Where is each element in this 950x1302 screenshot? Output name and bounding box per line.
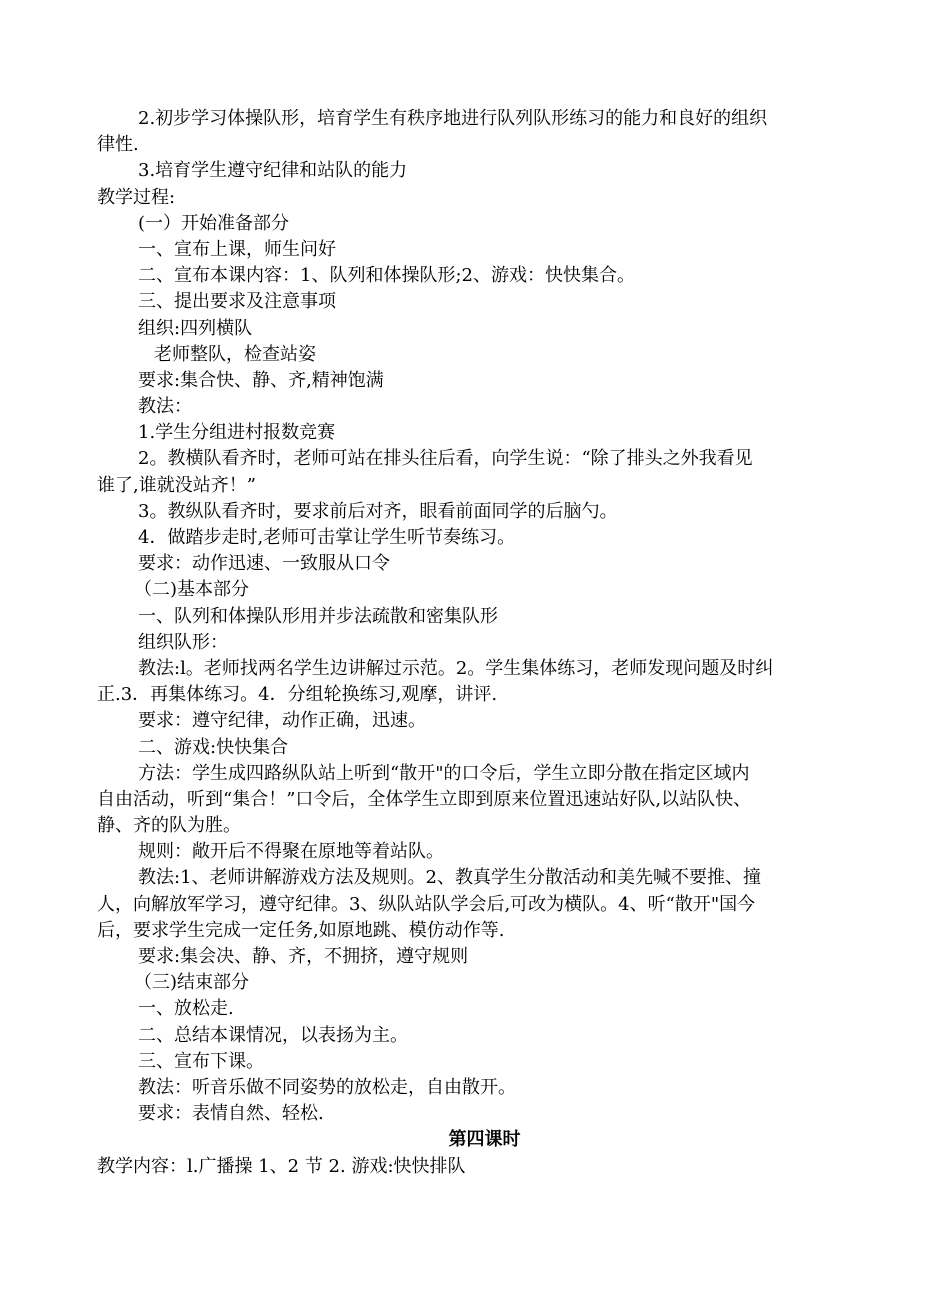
game-rule-line: 规则：敞开后不得聚在原地等着站队。 xyxy=(138,841,444,863)
part-1-item-2: 二、宣布本课内容：1、队列和体操队形;2、游戏：快快集合。 xyxy=(138,265,635,287)
game-teaching-line-2: 人，向解放军学习，遵守纪律。3、纵队站队学会后,可改为横队。4、听“散开"国今 xyxy=(97,893,756,915)
document-page xyxy=(97,106,872,1180)
part-3-item-2: 二、总结本课情况，以表扬为主。 xyxy=(138,1024,408,1046)
part-2-item-1: 一、队列和体操队形用并步法疏散和密集队形 xyxy=(138,605,498,627)
part-3-item-1: 一、放松走. xyxy=(138,998,234,1020)
game-method-line-1: 方法：学生成四路纵队站上听到“散开"的口令后，学生立即分散在指定区域内 xyxy=(138,762,750,784)
game-teaching-line-3: 后，要求学生完成一定任务,如原地跳、模仿动作等. xyxy=(97,919,505,941)
part-1-item-3: 三、提出要求及注意事项 xyxy=(138,291,336,313)
requirement-line-5: 要求：表情自然、轻松. xyxy=(138,1103,324,1125)
section-label-process: 教学过程: xyxy=(97,186,176,208)
method-1-step-2: 2。教横队看齐时，老师可站在排头往后看，向学生说：“除了排头之外我看见 xyxy=(138,448,753,470)
method-1-step-4: 4．做踏步走时,老师可击掌让学生听节奏练习。 xyxy=(138,527,516,548)
game-teaching-line-1: 教法:1、老师讲解游戏方法及规则。2、教真学生分散活动和美先喊不要推、撞 xyxy=(138,867,761,889)
method-1-step-3: 3。教纵队看齐时，要求前后对齐，眼看前面同学的后脑勺。 xyxy=(138,500,618,522)
formation-label: 组织队形： xyxy=(138,631,228,653)
method-label-1: 教法： xyxy=(138,396,192,418)
part-3-item-3: 三、宣布下课。 xyxy=(138,1050,264,1072)
requirement-line-3: 要求：遵守纪律，动作正确，迅速。 xyxy=(138,710,426,732)
method-1-step-1: 1.学生分组进村报数竞赛 xyxy=(138,422,336,444)
organization-line: 组织:四列横队 xyxy=(138,317,253,339)
objective-2: 2.初步学习体操队形，培育学生有秩序地进行队列队形练习的能力和良好的组织 xyxy=(138,108,768,129)
objective-2-continued: 律性. xyxy=(97,134,139,156)
method-label-final: 教法：听音乐做不同姿势的放松走，自由散开。 xyxy=(138,1076,516,1098)
teaching-content-line: 教学内容：l.广播操 1、2 节 2. 游戏:快快排队 xyxy=(97,1155,466,1177)
part-1-heading: (一）开始准备部分 xyxy=(138,212,290,234)
requirement-line-4: 要求:集会决、静、齐，不拥挤，遵守规则 xyxy=(138,946,469,967)
part-2-item-2: 二、游戏:快快集合 xyxy=(138,736,289,758)
method-1-step-2-continued: 谁了,谁就没站齐！” xyxy=(97,474,256,496)
part-2-heading: （二)基本部分 xyxy=(134,579,250,601)
lesson-four-heading: 第四课时 xyxy=(448,1129,521,1151)
game-method-line-2: 自由活动，听到“集合！”口令后，全体学生立即到原来位置迅速站好队,以站队快、 xyxy=(97,788,752,810)
objective-3: 3.培育学生遵守纪律和站队的能力 xyxy=(138,160,408,182)
part-1-item-1: 一、宣布上课，师生问好 xyxy=(138,238,336,260)
game-method-line-3: 静、齐的队为胜。 xyxy=(97,815,241,837)
method-2-line-1: 教法:l。老师找两名学生边讲解过示范。2。学生集体练习，老师发现问题及时纠 xyxy=(138,657,774,679)
part-3-heading: （三)结束部分 xyxy=(134,972,250,994)
teacher-line: 老师整队，检查站姿 xyxy=(154,343,316,365)
method-2-line-2: 正.3．再集体练习。4．分组轮换练习,观摩，讲评. xyxy=(97,684,498,706)
requirement-line-1: 要求:集合快、静、齐,精神饱满 xyxy=(138,369,384,391)
requirement-line-2: 要求：动作迅速、一致服从口令 xyxy=(138,553,390,575)
